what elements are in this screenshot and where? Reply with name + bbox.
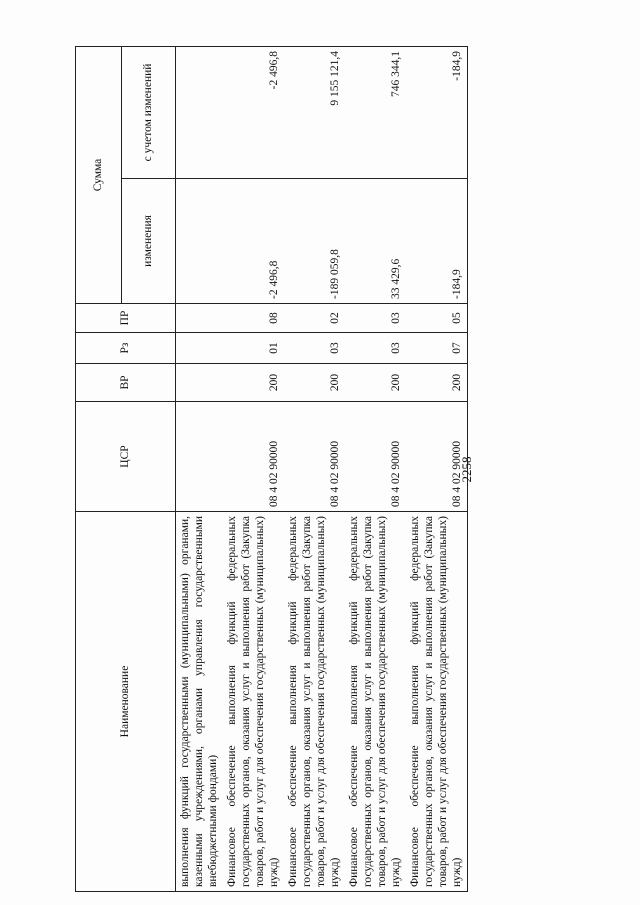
empty-cell — [176, 46, 224, 178]
row-total: -2 496,8 — [223, 46, 284, 178]
row-pr: 02 — [284, 304, 345, 333]
row-change: -2 496,8 — [223, 179, 284, 304]
row-vr: 200 — [223, 364, 284, 402]
header-change: изменения — [122, 179, 176, 304]
header-rz: Рз — [76, 333, 176, 364]
row-csr: 08 4 02 90000 — [406, 402, 468, 512]
row-pr: 03 — [345, 304, 406, 333]
row-name: Финансовое обеспечение выполнения функций федеральных государственных органов, оказания услуг и выполнения работ (Закупка товаров, работ и услуг для обеспечения государственных (муниципальных) нужд) — [223, 512, 284, 892]
row-vr: 200 — [406, 364, 468, 402]
row-name: Финансовое обеспечение выполнения функций федеральных государственных органов, оказания услуг и выполнения работ (Закупка товаров, работ и услуг для обеспечения государственных (муниципальных) нужд) — [284, 512, 345, 892]
header-csr: ЦСР — [76, 402, 176, 512]
row-rz: 01 — [223, 333, 284, 364]
table-row — [284, 46, 345, 891]
empty-cell — [176, 402, 224, 512]
row-name: Финансовое обеспечение выполнения функций федеральных государственных органов, оказания услуг и выполнения работ (Закупка товаров, работ и услуг для обеспечения государственных (муниципальных) нужд) — [406, 512, 468, 892]
row-change: 33 429,6 — [345, 179, 406, 304]
row-vr: 200 — [345, 364, 406, 402]
header-vr: ВР — [76, 364, 176, 402]
rotated-page — [75, 47, 565, 892]
empty-cell — [176, 179, 224, 304]
empty-cell — [176, 304, 224, 333]
row-vr: 200 — [284, 364, 345, 402]
row-total: 746 344,1 — [345, 46, 406, 178]
page-number: 2258 — [459, 456, 474, 483]
row-csr: 08 4 02 90000 — [284, 402, 345, 512]
header-with-changes: с учетом изменений — [122, 46, 176, 178]
empty-cell — [176, 333, 224, 364]
row-name: выполнения функций государственными (муниципальными) органами, казенными учреждениями, органами управления государственными внебюджетными фондами) — [176, 512, 224, 892]
row-rz: 07 — [406, 333, 468, 364]
empty-cell — [176, 364, 224, 402]
table-row-continuation — [176, 46, 224, 891]
table-row — [223, 46, 284, 891]
row-csr: 08 4 02 90000 — [345, 402, 406, 512]
row-pr: 05 — [406, 304, 468, 333]
row-total: 9 155 121,4 — [284, 46, 345, 178]
row-rz: 03 — [345, 333, 406, 364]
row-name: Финансовое обеспечение выполнения функций федеральных государственных органов, оказания услуг и выполнения работ (Закупка товаров, работ и услуг для обеспечения государственных (муниципальных) нужд) — [345, 512, 406, 892]
header-name: Наименование — [76, 512, 176, 892]
budget-table — [75, 46, 468, 892]
table-row — [345, 46, 406, 891]
row-change: -189 059,8 — [284, 179, 345, 304]
row-change: -184,9 — [406, 179, 468, 304]
header-pr: ПР — [76, 304, 176, 333]
row-csr: 08 4 02 90000 — [223, 402, 284, 512]
row-rz: 03 — [284, 333, 345, 364]
header-sum: Сумма — [76, 46, 122, 303]
row-total: -184,9 — [406, 46, 468, 178]
row-pr: 08 — [223, 304, 284, 333]
